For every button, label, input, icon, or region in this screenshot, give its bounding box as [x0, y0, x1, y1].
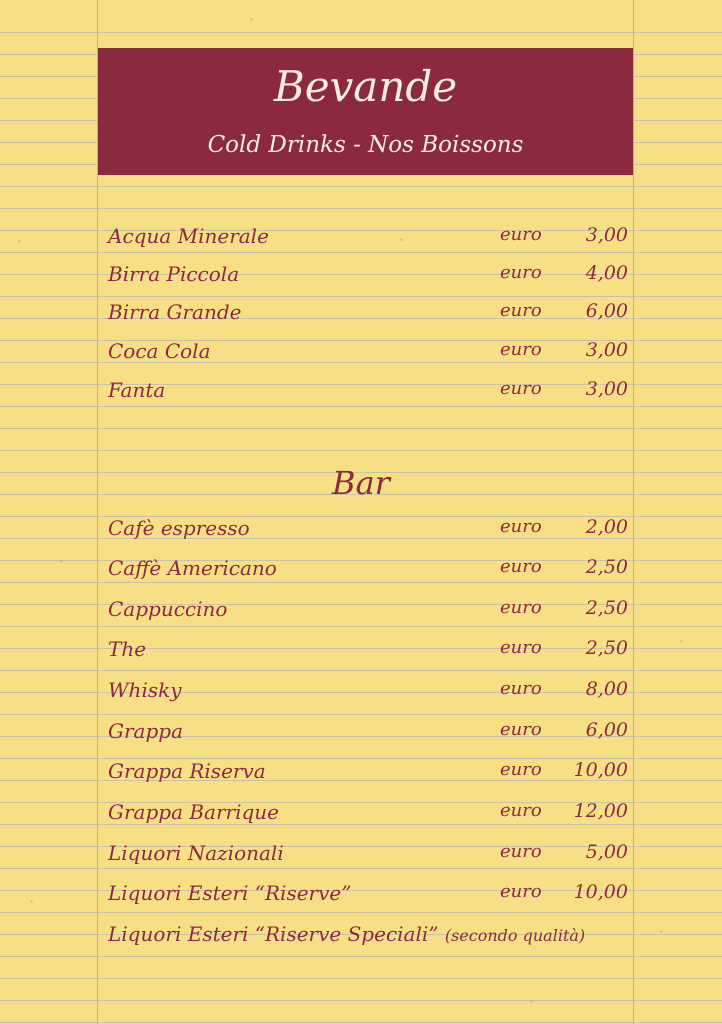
- paper-speck: [530, 1000, 533, 1003]
- item-currency: euro: [500, 378, 542, 399]
- menu-item: [108, 800, 628, 826]
- item-price: 6,00: [585, 719, 628, 741]
- item-name: Birra Piccola: [108, 262, 240, 286]
- menu-item: [108, 597, 628, 623]
- menu-item: [108, 378, 628, 404]
- item-currency: euro: [500, 262, 542, 283]
- bar-section-title: Bar: [332, 464, 390, 502]
- menu-item: [108, 719, 628, 745]
- item-currency: euro: [500, 339, 542, 360]
- item-price: 5,00: [585, 841, 628, 863]
- item-name: Liquori Nazionali: [108, 841, 284, 865]
- menu-item: [108, 262, 628, 288]
- item-price: 2,50: [585, 597, 628, 619]
- paper-speck: [660, 930, 663, 933]
- menu-subtitle: Cold Drinks - Nos Boissons: [207, 132, 524, 158]
- item-name: Birra Grande: [108, 300, 242, 324]
- item-name: Whisky: [108, 678, 182, 702]
- menu-item: [108, 556, 628, 582]
- item-price: 8,00: [585, 678, 628, 700]
- menu-item: [108, 637, 628, 663]
- item-currency: euro: [500, 759, 542, 780]
- item-price: 10,00: [573, 881, 628, 903]
- item-price: 3,00: [585, 224, 628, 246]
- item-price: 3,00: [585, 378, 628, 400]
- item-name: The: [108, 637, 147, 661]
- paper-speck: [18, 240, 21, 243]
- item-currency: euro: [500, 637, 542, 658]
- item-currency: euro: [500, 516, 542, 537]
- item-price: 4,00: [585, 262, 628, 284]
- paper-speck: [250, 18, 253, 21]
- paper-speck: [30, 900, 33, 903]
- menu-item: [108, 678, 628, 704]
- item-currency: euro: [500, 841, 542, 862]
- paper-speck: [60, 560, 63, 563]
- item-name: Coca Cola: [108, 339, 211, 363]
- item-currency: euro: [500, 678, 542, 699]
- item-currency: euro: [500, 881, 542, 902]
- note-item-name: Liquori Esteri “Riserve Speciali”: [108, 922, 439, 946]
- item-price: 3,00: [585, 339, 628, 361]
- item-currency: euro: [500, 556, 542, 577]
- item-name: Cafè espresso: [108, 516, 250, 540]
- item-currency: euro: [500, 597, 542, 618]
- item-name: Cappuccino: [108, 597, 228, 621]
- menu-item: [108, 759, 628, 785]
- menu-item: [108, 881, 628, 907]
- item-price: 10,00: [573, 759, 628, 781]
- menu-item: [108, 841, 628, 867]
- item-name: Acqua Minerale: [108, 224, 269, 248]
- item-currency: euro: [500, 719, 542, 740]
- item-name: Grappa Barrique: [108, 800, 280, 824]
- item-price: 2,50: [585, 556, 628, 578]
- note-quality-remark: (secondo qualità): [444, 926, 586, 945]
- menu-item: [108, 516, 628, 542]
- item-currency: euro: [500, 224, 542, 245]
- paper-speck: [680, 640, 683, 643]
- item-currency: euro: [500, 800, 542, 821]
- item-name: Liquori Esteri “Riserve”: [108, 881, 352, 905]
- menu-item: [108, 224, 628, 250]
- menu-title: Bevande: [273, 62, 458, 111]
- item-price: 2,00: [585, 516, 628, 538]
- item-name: Grappa: [108, 719, 183, 743]
- item-price: 12,00: [573, 800, 628, 822]
- menu-item: [108, 300, 628, 326]
- item-currency: euro: [500, 300, 542, 321]
- item-name: Grappa Riserva: [108, 759, 266, 783]
- menu-item: [108, 339, 628, 365]
- margin-line-right: [633, 0, 634, 1024]
- item-price: 6,00: [585, 300, 628, 322]
- menu-header-banner: [98, 48, 633, 175]
- item-price: 2,50: [585, 637, 628, 659]
- item-name: Fanta: [108, 378, 166, 402]
- special-reserve-note: [108, 922, 585, 946]
- item-name: Caffè Americano: [108, 556, 277, 580]
